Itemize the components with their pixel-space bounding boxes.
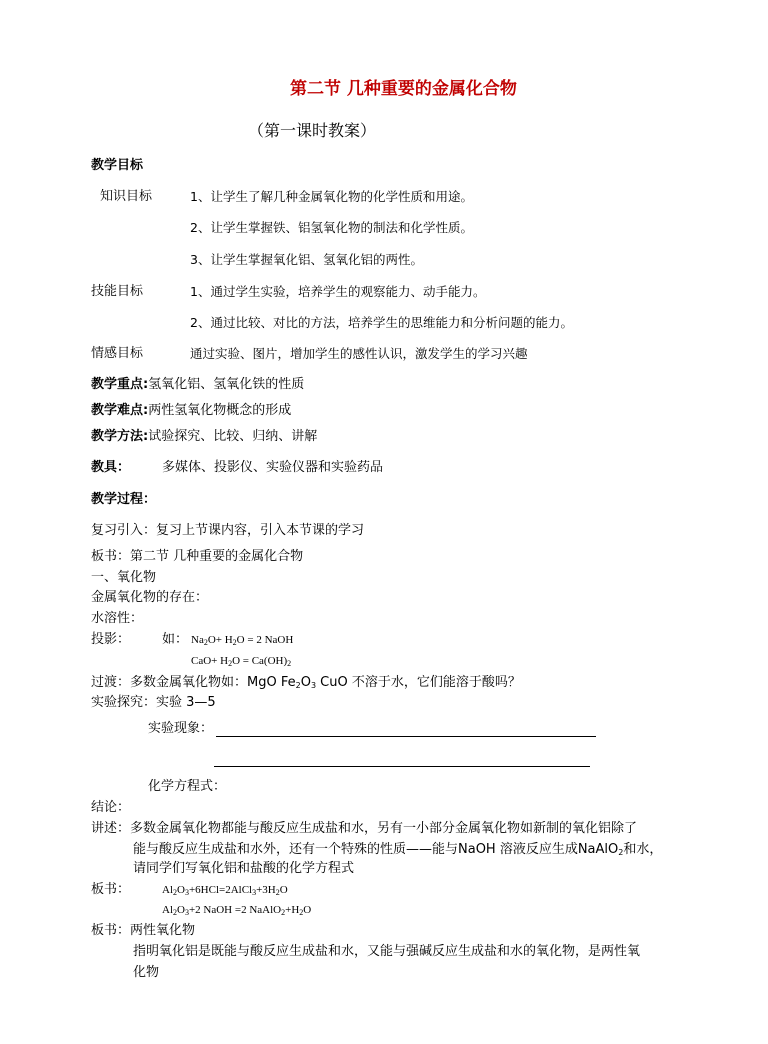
r2-sub: 2 [173,908,177,917]
r2-sub: 2 [299,908,304,917]
eq1-part: O = 2 NaOH [236,634,294,646]
definition-line-1: 指明氧化铝是既能与酸反应生成盐和水，又能与强碱反应生成盐和水的氧化物，是两性氧 [133,944,641,959]
definition-line-2: 化物 [133,965,160,980]
lecture-line-1: 讲述：多数金属氧化物都能与酸反应生成盐和水，另有一小部分金属氧化物如新制的氧化铝除了 [91,821,638,836]
r1-part: +6HCl=2AlCl [188,884,253,896]
r2-part: O [303,904,312,916]
eq2-part: O = Ca(OH) [232,655,288,667]
eq1-part: O+ H [207,634,233,646]
transition-line [91,675,521,691]
phenomenon-label: 实验现象： [148,721,214,736]
difficulty-text: 两性氢氧化物概念的形成 [148,403,292,418]
existence-line: 金属氧化物的存在： [91,590,209,605]
page-title: 第二节 几种重要的金属化合物 [290,79,517,99]
phenomenon-underline-2 [214,766,590,767]
r2-part: +H [285,904,300,916]
water-soluble-line: 水溶性： [91,611,144,626]
review-line: 复习引入：复习上节课内容，引入本节课的学习 [91,523,365,538]
methods-text: 试验探究、比较、归纳、讲解 [148,429,318,444]
knowledge-item-2: 2、让学生掌握铁、铝氢氧化物的制法和化学性质。 [190,220,473,235]
experiment-line: 实验探究：实验 3—5 [91,695,216,710]
phenomenon-underline-1 [216,736,596,737]
conclusion-line: 结论： [91,800,131,815]
r2-part: Al [162,904,173,916]
board-line-3: 板书：两性氧化物 [91,923,196,938]
transition-sub: 3 [310,681,317,690]
r1-part: Al [162,884,173,896]
page-subtitle: （第一课时教案） [248,121,377,140]
r1-sub: 2 [173,888,177,897]
example-label: 如： [162,632,189,647]
knowledge-label: 知识目标 [100,189,153,204]
equation-label: 化学方程式： [148,779,227,794]
lecture-part: 和水， [623,842,663,857]
skill-label: 技能目标 [91,284,144,299]
tools-text: 多媒体、投影仪、实验仪器和实验药品 [162,460,384,475]
r1-sub: 3 [252,888,257,897]
eq2-sub: 2 [228,659,233,668]
key-points-row [91,377,304,393]
equation-1 [191,633,293,647]
reaction-2 [162,903,311,917]
r1-sub: 3 [184,888,189,897]
board-line-1: 板书：第二节 几种重要的金属化合物 [91,549,304,564]
r1-sub: 2 [275,888,280,897]
key-points-text: 氢氧化铝、氢氧化铁的性质 [148,377,305,392]
board-label-2: 板书： [91,882,131,897]
r2-sub: 3 [184,908,189,917]
difficulty-row [91,403,291,419]
eq1-sub: 2 [232,638,237,647]
reaction-1 [162,883,288,897]
key-points-label: 教学重点: [91,377,149,392]
r2-sub: 2 [281,908,286,917]
r1-part: O [177,884,185,896]
transition-part: O [300,675,311,690]
r1-part: +3H [256,884,276,896]
eq1-part: Na [191,634,204,646]
section-oxides: 一、氧化物 [91,570,157,585]
emotion-text: 通过实验、图片，增加学生的感性认识，激发学生的学习兴趣 [190,346,528,361]
lecture-line-3: 请同学们写氧化铝和盐酸的化学方程式 [133,861,355,876]
skill-item-1: 1、通过学生实验，培养学生的观察能力、动手能力。 [190,284,486,299]
projection-label: 投影： [91,632,131,647]
objectives-heading: 教学目标 [91,158,144,173]
eq2-sub: 2 [287,659,292,668]
r2-part: O [177,904,185,916]
lecture-sub: 2 [618,848,624,857]
skill-item-2: 2、通过比较、对比的方法，培养学生的思维能力和分析问题的能力。 [190,315,573,330]
r2-part: +2 NaOH =2 NaAlO [188,904,282,916]
eq1-sub: 2 [203,638,208,647]
transition-part: CuO 不溶于水，它们能溶于酸吗？ [316,675,521,690]
knowledge-item-3: 3、让学生掌握氧化铝、氢氧化铝的两性。 [190,252,423,267]
lecture-line-2 [133,842,662,858]
knowledge-item-1: 1、让学生了解几种金属氧化物的化学性质和用途。 [190,189,473,204]
emotion-label: 情感目标 [91,346,144,361]
process-heading: 教学过程： [91,492,157,507]
transition-part: 过渡：多数金属氧化物如：MgO Fe [91,675,296,690]
methods-row [91,429,317,445]
lecture-part: 能与酸反应生成盐和水外，还有一个特殊的性质——能与NaOH 溶液反应生成NaAlO [133,842,619,857]
difficulty-label: 教学难点: [91,403,149,418]
r1-part: O [279,884,288,896]
methods-label: 教学方法: [91,429,149,444]
transition-sub: 2 [295,681,301,690]
tools-label: 教具： [91,460,131,475]
eq2-part: CaO+ H [191,655,229,667]
equation-2 [191,654,291,668]
